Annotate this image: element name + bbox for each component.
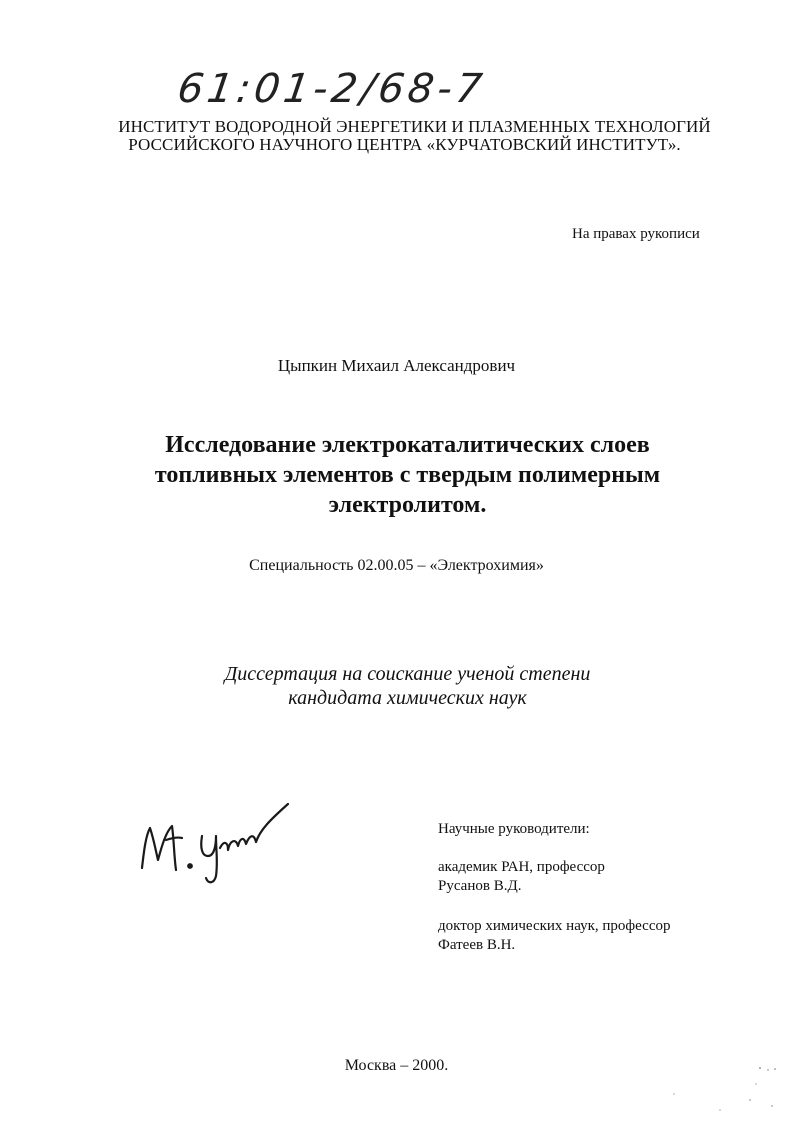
rights-note: На правах рукописи [572, 226, 700, 242]
title-line-3: электролитом. [328, 492, 487, 518]
supervisor-2-name: Фатеев В.Н. [438, 937, 516, 953]
supervisors-block [438, 820, 670, 955]
institute-line-1: ИНСТИТУТ ВОДОРОДНОЙ ЭНЕРГЕТИКИ И ПЛАЗМЕННЫХ ТЕХНОЛОГИЙ [118, 117, 711, 136]
title-line-1: Исследование электрокаталитических слоев [165, 432, 650, 458]
city-year: Москва – 2000. [344, 1057, 449, 1074]
supervisor-1-title: академик РАН, профессор [438, 859, 605, 875]
institute-line-2: РОССИЙСКОГО НАУЧНОГО ЦЕНТРА «КУРЧАТОВСКИЙ ИНСТИТУТ». [128, 135, 681, 154]
degree-statement [100, 662, 715, 710]
dissertation-title [100, 430, 715, 520]
title-line-2: топливных элементов с твердым полимерным [154, 462, 661, 488]
supervisor-1-name: Русанов В.Д. [438, 878, 522, 894]
handwritten-archive-number: 61:01-2/68-7 [174, 66, 489, 112]
handwritten-signature [132, 790, 302, 890]
author-name: Цыпкин Михаил Александрович [277, 356, 516, 375]
supervisor-2-title: доктор химических наук, профессор [438, 918, 671, 934]
specialty: Специальность 02.00.05 – «Электрохимия» [249, 557, 544, 574]
degree-line-2: кандидата химических наук [288, 687, 527, 709]
scan-noise-specks [660, 1060, 790, 1120]
degree-line-1: Диссертация на соискание ученой степени [224, 663, 591, 685]
supervisors-heading: Научные руководители: [438, 821, 590, 837]
